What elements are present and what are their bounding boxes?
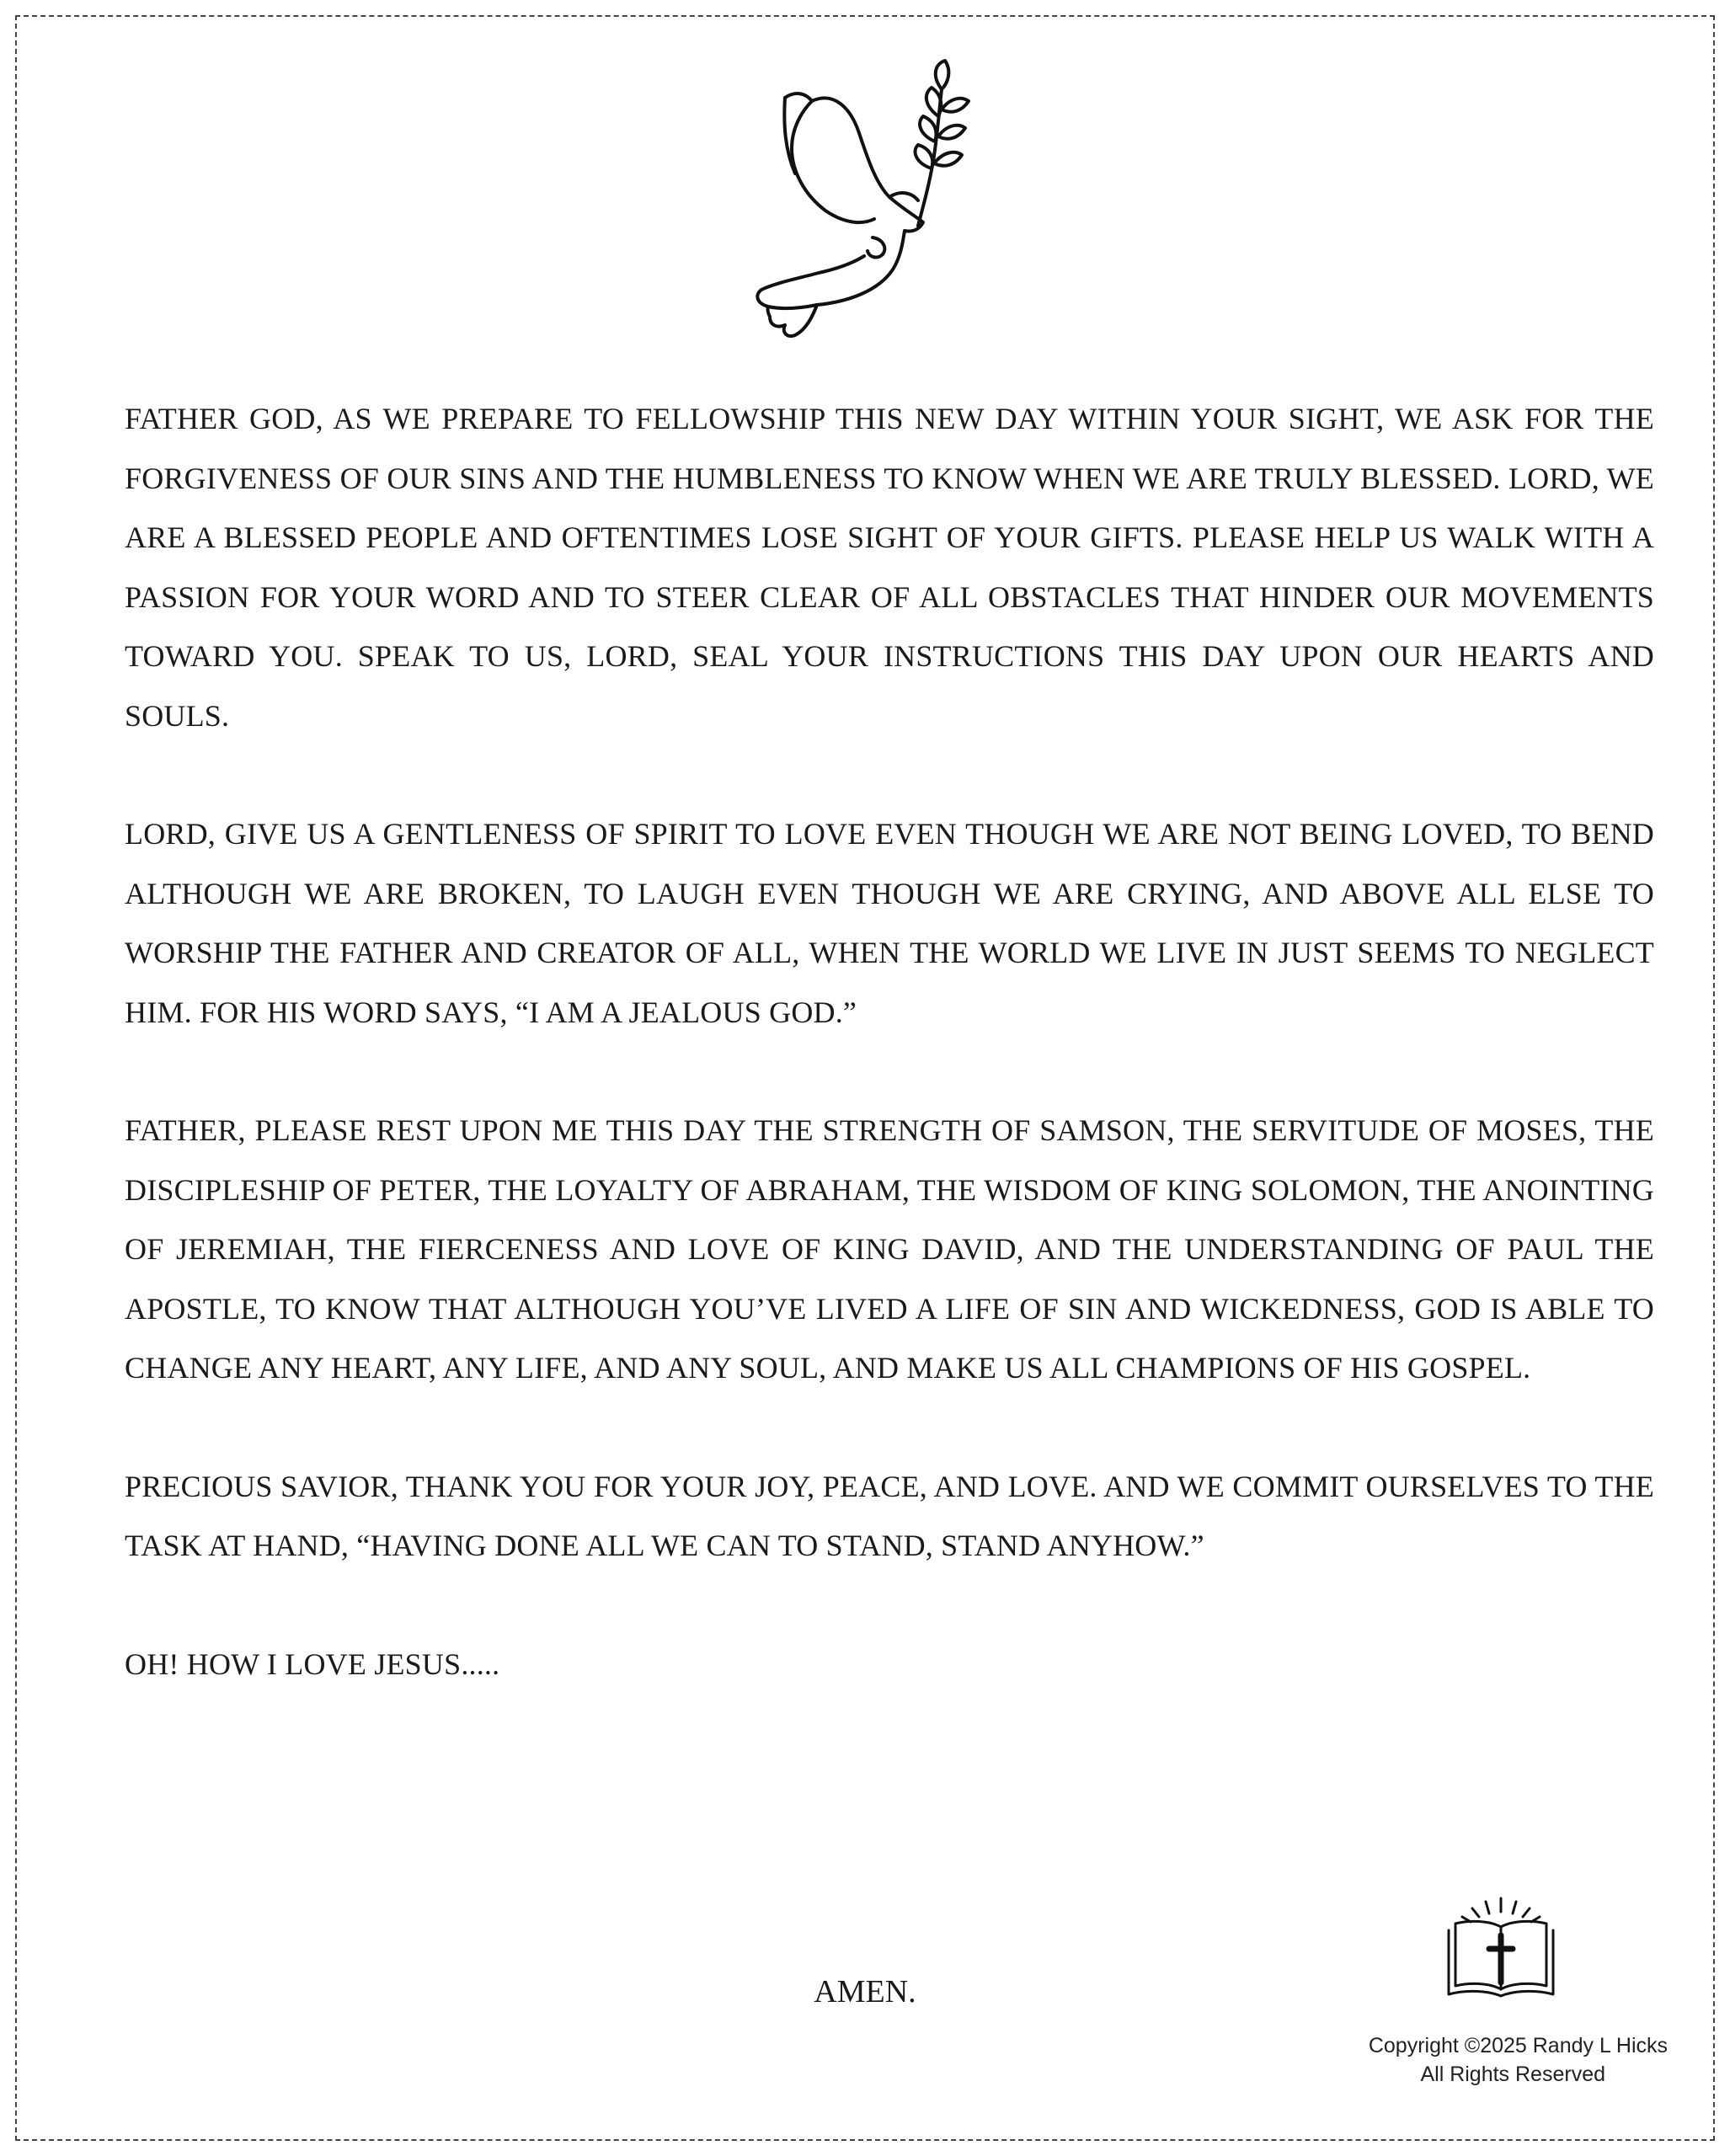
prayer-paragraph-1: FATHER GOD, AS WE PREPARE TO FELLOWSHIP THIS NEW DAY WITHIN YOUR SIGHT, WE ASK FOR THE FORGIVENESS OF OUR SINS AND THE HUMBLENESS TO KNOW WHEN WE ARE TRULY BLESSED. LORD, WE ARE A BLESSED PEOPLE AND OFTENTIMES LOSE SIGHT OF YOUR GIFTS. PLEASE HELP US WALK WITH A PASSION FOR YOUR WORD AND TO STEER CLEAR OF ALL OBSTACLES THAT HINDER OUR MOVEMENTS TOWARD YOU. SPEAK TO US, LORD, SEAL YOUR INSTRUCTIONS THIS DAY UPON OUR HEARTS AND SOULS. (125, 402, 1654, 733)
copyright-line: Copyright ©2025 Randy L Hicks (1368, 2034, 1668, 2057)
open-bible-cross-icon (1442, 1895, 1560, 2004)
prayer-paragraph-4: PRECIOUS SAVIOR, THANK YOU FOR YOUR JOY, PEACE, AND LOVE. AND WE COMMIT OURSELVES TO THE TASK AT HAND, “HAVING DONE ALL WE CAN TO STAND, STAND ANYHOW.” (125, 1469, 1654, 1562)
prayer-body (125, 389, 1654, 1753)
amen-closing: AMEN. (814, 1974, 916, 2009)
dove-with-olive-branch-icon (724, 57, 1011, 360)
rights-reserved-line: All Rights Reserved (1420, 2063, 1605, 2086)
prayer-paragraph-5: OH! HOW I LOVE JESUS..... (125, 1646, 500, 1681)
copyright-notice (1297, 2031, 1668, 2089)
prayer-paragraph-3: FATHER, PLEASE REST UPON ME THIS DAY THE STRENGTH OF SAMSON, THE SERVITUDE OF MOSES, THE DISCIPLESHIP OF PETER, THE LOYALTY OF ABRAHAM, THE WISDOM OF KING SOLOMON, THE ANOINTING OF JEREMIAH, THE FIERCENESS AND LOVE OF KING DAVID, AND THE UNDERSTANDING OF PAUL THE APOSTLE, TO KNOW THAT ALTHOUGH YOU’VE LIVED A LIFE OF SIN AND WICKEDNESS, GOD IS ABLE TO CHANGE ANY HEART, ANY LIFE, AND ANY SOUL, AND MAKE US ALL CHAMPIONS OF HIS GOSPEL. (125, 1113, 1654, 1385)
prayer-paragraph-2: LORD, GIVE US A GENTLENESS OF SPIRIT TO LOVE EVEN THOUGH WE ARE NOT BEING LOVED, TO BEND ALTHOUGH WE ARE BROKEN, TO LAUGH EVEN THOUGH WE ARE CRYING, AND ABOVE ALL ELSE TO WORSHIP THE FATHER AND CREATOR OF ALL, WHEN THE WORLD WE LIVE IN JUST SEEMS TO NEGLECT HIM. FOR HIS WORD SAYS, “I AM A JEALOUS GOD.” (125, 817, 1654, 1029)
